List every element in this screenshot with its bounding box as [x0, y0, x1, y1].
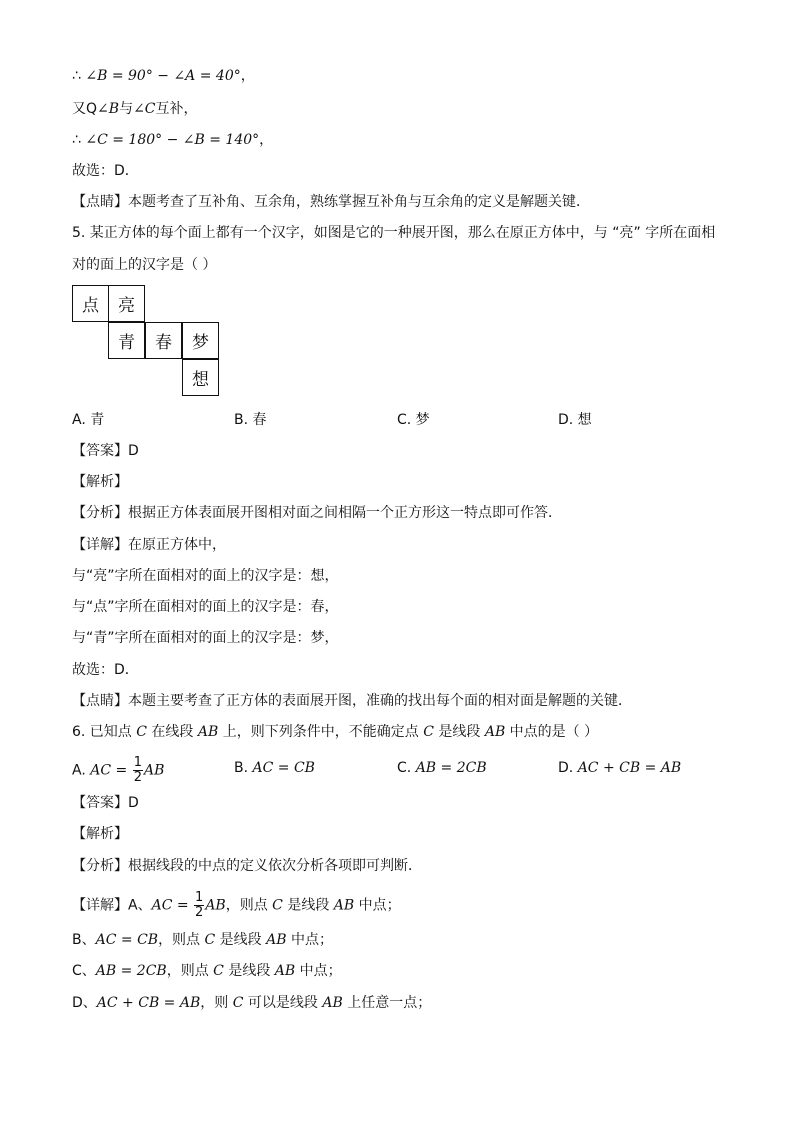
text-fragment: 可以是线段 — [243, 995, 323, 1011]
fraction-one-half — [133, 756, 143, 785]
q6-option-b — [234, 758, 315, 778]
denominator: 2 — [195, 905, 204, 920]
denominator: 2 — [133, 770, 142, 785]
text-fragment: 是线段 — [433, 724, 485, 740]
text-fragment: 是线段 — [282, 897, 334, 914]
solution-line-supplementary — [72, 99, 198, 119]
q5-fenxi: 【分析】根据正方体表面展开图相对面之间相隔一个正方形这一特点即可作答． — [72, 505, 562, 521]
text-fragment: ，则点 — [158, 932, 205, 948]
point-c: C — [136, 724, 147, 740]
point-c: C — [213, 963, 224, 979]
text-fragment: C、 — [72, 963, 96, 979]
question-5-stem-line-2: 对的面上的汉字是（ ） — [72, 257, 217, 273]
text-fragment: 互补， — [155, 101, 198, 117]
text-fragment: 上，则下列条件中，不能确定点 — [218, 724, 424, 740]
point-c: C — [423, 724, 434, 740]
solution-line-angle-b — [72, 66, 255, 86]
math-text: AC = CB — [95, 932, 159, 948]
segment-ab: AB — [197, 724, 219, 740]
dianjing-line: 【点睛】本题考查了互补角、互余角，熟练掌握互补角与互余角的定义是解题关键． — [72, 194, 590, 210]
numerator: 1 — [195, 890, 204, 905]
q6-xiangjie-d — [72, 993, 431, 1013]
q6-xiangjie-b — [72, 930, 333, 950]
segment-ab: AB — [333, 897, 355, 914]
net-cell-qing: 青 — [108, 322, 145, 359]
fraction-one-half — [194, 891, 204, 920]
q6-fenxi: 【分析】根据线段的中点的定义依次分析各项即可判断． — [72, 858, 422, 874]
point-c: C — [272, 897, 283, 914]
q6-option-d — [558, 758, 681, 778]
q5-option-a: A. 青 — [72, 412, 105, 428]
q5-analysis-header: 【解析】 — [72, 474, 128, 490]
net-cell-chun: 春 — [145, 322, 182, 359]
option-label: C. — [397, 760, 416, 776]
text-fragment: 中点； — [295, 963, 342, 979]
punctuation: ， — [240, 68, 255, 84]
text-fragment: 是线段 — [215, 932, 267, 948]
segment-ab: AB — [266, 932, 287, 948]
text-fragment: 中点； — [286, 932, 333, 948]
text-fragment: 中点的是（ ） — [505, 724, 599, 740]
question-5-stem-line-1: 5. 某正方体的每个面上都有一个汉字，如图是它的一种展开图，那么在原正方体中，与 “亮” 字所在面相 — [72, 225, 716, 241]
point-c: C — [232, 995, 244, 1011]
q5-result-3: 与“青”字所在面相对的面上的汉字是：梦， — [72, 630, 339, 646]
math-text: AB = 2CB — [415, 760, 487, 776]
text-fragment: D、 — [72, 995, 97, 1011]
angle-b-equation: ∠B = 90° − ∠A = 40° — [85, 68, 241, 84]
math-text: AC = CB — [252, 760, 315, 776]
segment-ab: AB — [274, 963, 296, 979]
angle-c-equation: ∠C = 180° − ∠B = 140° — [85, 132, 260, 148]
text-fragment: 【详解】A、 — [72, 897, 152, 914]
q5-option-b: B. 春 — [234, 412, 267, 428]
q5-result-1: 与“亮”字所在面相对的面上的汉字是：想， — [72, 568, 339, 584]
text-fragment: 在线段 — [146, 724, 198, 740]
math-text: AB = 2CB — [95, 963, 167, 979]
text-fragment: 与 — [119, 101, 134, 117]
net-cell-dian: 点 — [72, 285, 109, 322]
q5-option-d: D. 想 — [558, 412, 592, 428]
option-label: A. — [72, 762, 91, 779]
text-fragment: ，则点 — [225, 897, 273, 914]
q5-dianjing: 【点睛】本题主要考查了正方体的表面展开图，准确的找出每个面的相对面是解题的关键． — [72, 693, 632, 709]
numerator: 1 — [133, 755, 142, 770]
math-text: AC = — [90, 762, 132, 779]
text-fragment: ，则点 — [166, 963, 214, 979]
text-fragment: 6. 已知点 — [72, 724, 137, 740]
net-cell-liang: 亮 — [108, 285, 145, 322]
text-fragment: ，则 — [200, 995, 233, 1011]
net-cell-xiang: 想 — [182, 359, 219, 396]
segment-ab: AB — [322, 995, 343, 1011]
question-6-stem — [72, 722, 598, 742]
angle-c: ∠C — [133, 101, 156, 117]
segment-ab: AB — [484, 724, 506, 740]
q5-result-2: 与“点”字所在面相对的面上的汉字是：春， — [72, 599, 339, 615]
net-cell-meng: 梦 — [182, 322, 219, 359]
point-c: C — [204, 932, 216, 948]
q5-answer: 【答案】D — [72, 443, 139, 459]
math-text: AB — [205, 897, 226, 914]
cube-net-figure — [72, 285, 222, 397]
text-fragment: 又Q — [72, 101, 98, 117]
q6-option-a — [72, 756, 164, 785]
q5-option-c: C. 梦 — [397, 412, 430, 428]
text-fragment: 是线段 — [223, 963, 275, 979]
math-text: AC + CB = AB — [577, 760, 682, 776]
punctuation: ， — [259, 132, 274, 148]
q6-xiangjie-a — [72, 891, 401, 920]
text-fragment: B、 — [72, 932, 96, 948]
option-label: D. — [558, 760, 578, 776]
math-text: AB — [143, 762, 165, 779]
math-text: AC = — [151, 897, 194, 914]
choose-line: 故选：D． — [72, 163, 139, 179]
text-fragment: 中点； — [354, 897, 401, 914]
q6-analysis-header: 【解析】 — [72, 826, 128, 842]
therefore-symbol: ∴ — [72, 68, 86, 84]
q5-xiangjie: 【详解】在原正方体中， — [72, 537, 226, 553]
q6-answer: 【答案】D — [72, 795, 139, 811]
q5-choose: 故选：D． — [72, 662, 139, 678]
text-fragment: 上任意一点； — [342, 995, 432, 1011]
therefore-symbol: ∴ — [72, 132, 86, 148]
q6-xiangjie-c — [72, 961, 342, 981]
math-text: AC + CB = AB — [96, 995, 201, 1011]
q6-option-c — [397, 758, 487, 778]
solution-line-angle-c — [72, 130, 273, 150]
option-label: B. — [234, 760, 253, 776]
angle-b: ∠B — [97, 101, 120, 117]
